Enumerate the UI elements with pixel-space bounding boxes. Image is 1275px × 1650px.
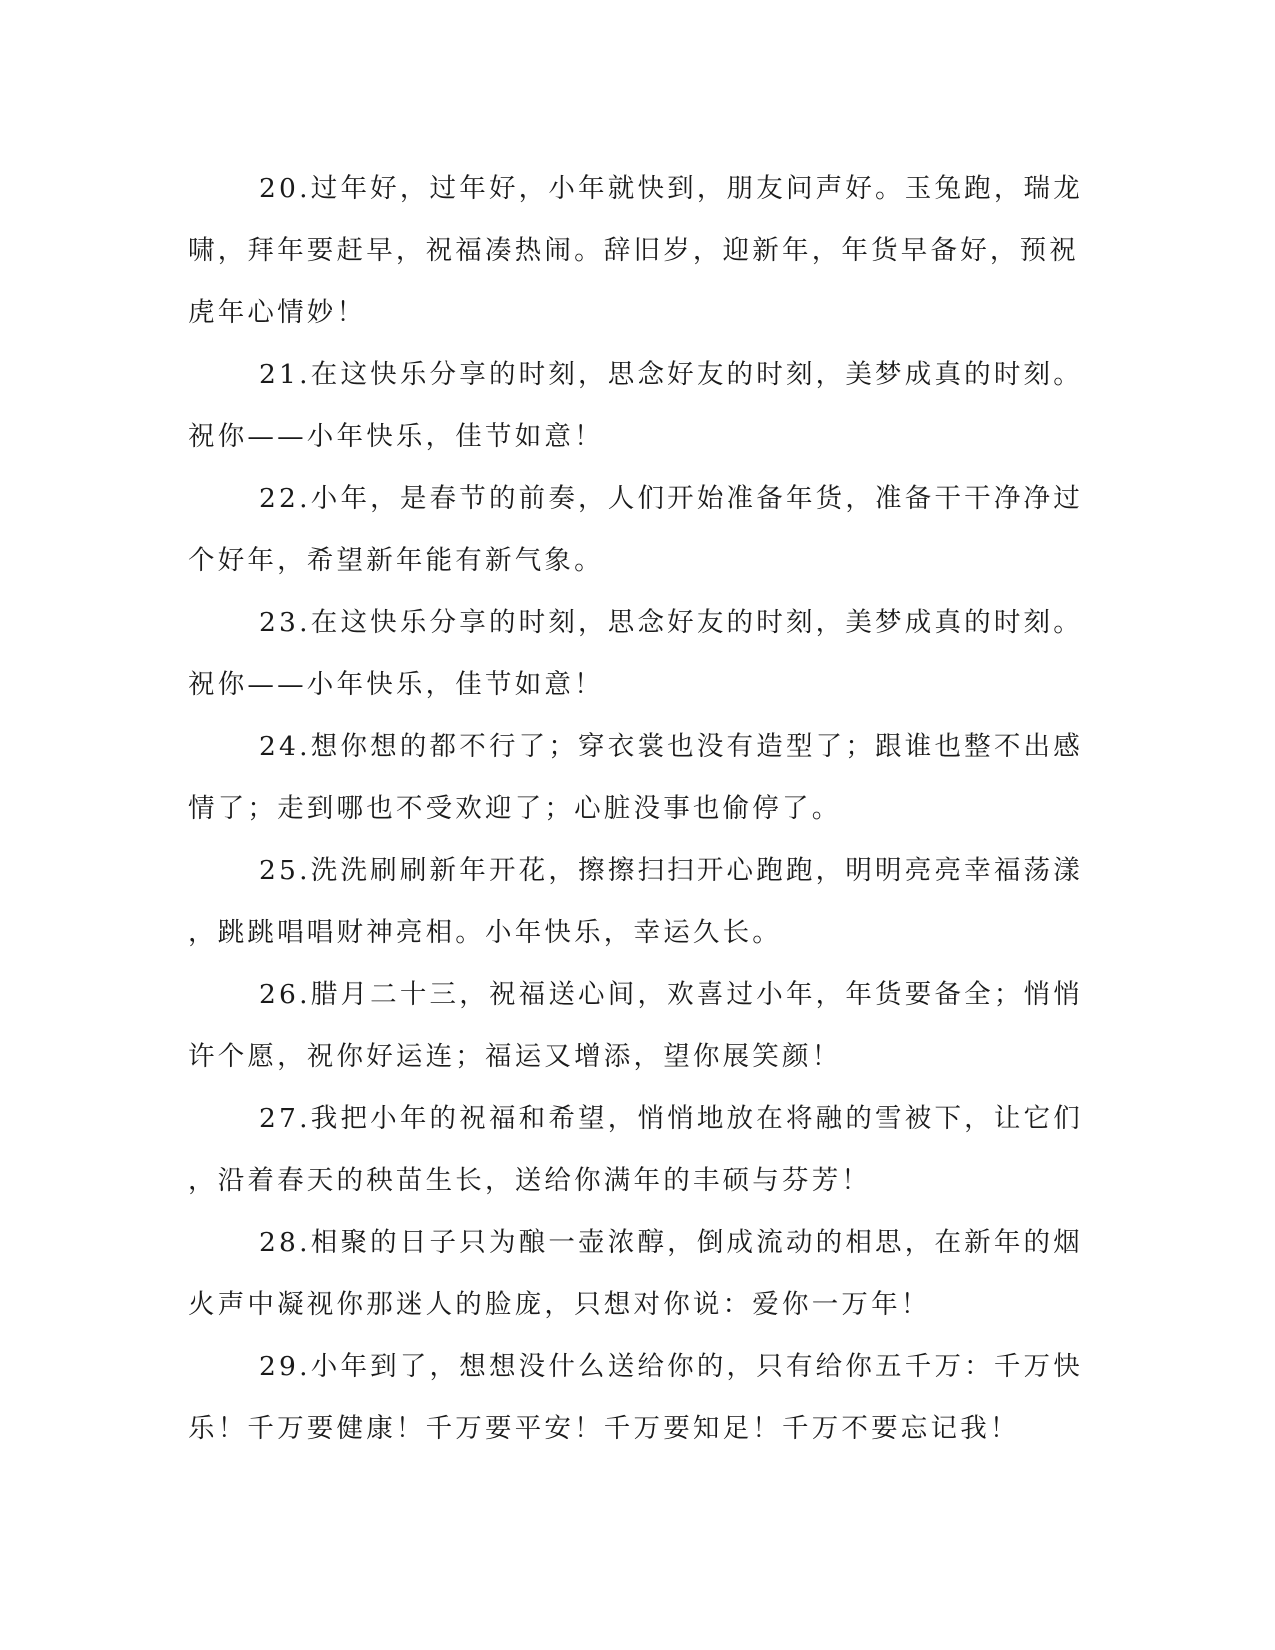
document-body — [188, 158, 1083, 1460]
paragraph-24: 24.想你想的都不行了；穿衣裳也没有造型了；跟谁也整不出感情了；走到哪也不受欢迎了；心脏没事也偷停了。 — [188, 731, 1083, 824]
paragraph-25: 25.洗洗刷刷新年开花，擦擦扫扫开心跑跑，明明亮亮幸福荡漾，跳跳唱唱财神亮相。小年快乐，幸运久长。 — [188, 855, 1083, 948]
paragraph-21: 21.在这快乐分享的时刻，思念好友的时刻，美梦成真的时刻。祝你——小年快乐，佳节如意！ — [188, 359, 1083, 452]
paragraph-22: 22.小年，是春节的前奏，人们开始准备年货，准备干干净净过个好年，希望新年能有新气象。 — [188, 483, 1083, 576]
paragraph-28: 28.相聚的日子只为酿一壶浓醇，倒成流动的相思，在新年的烟火声中凝视你那迷人的脸庞，只想对你说：爱你一万年！ — [188, 1227, 1083, 1320]
paragraph-26: 26.腊月二十三，祝福送心间，欢喜过小年，年货要备全；悄悄许个愿，祝你好运连；福运又增添，望你展笑颜！ — [188, 979, 1083, 1072]
paragraph-23: 23.在这快乐分享的时刻，思念好友的时刻，美梦成真的时刻。祝你——小年快乐，佳节如意！ — [188, 607, 1083, 700]
paragraph-20: 20.过年好，过年好，小年就快到，朋友问声好。玉兔跑，瑞龙啸，拜年要赶早，祝福凑热闹。辞旧岁，迎新年，年货早备好，预祝虎年心情妙！ — [188, 173, 1083, 328]
paragraph-27: 27.我把小年的祝福和希望，悄悄地放在将融的雪被下，让它们，沿着春天的秧苗生长，送给你满年的丰硕与芬芳！ — [188, 1103, 1083, 1196]
paragraph-29: 29.小年到了，想想没什么送给你的，只有给你五千万：千万快乐！千万要健康！千万要平安！千万要知足！千万不要忘记我！ — [188, 1351, 1083, 1444]
